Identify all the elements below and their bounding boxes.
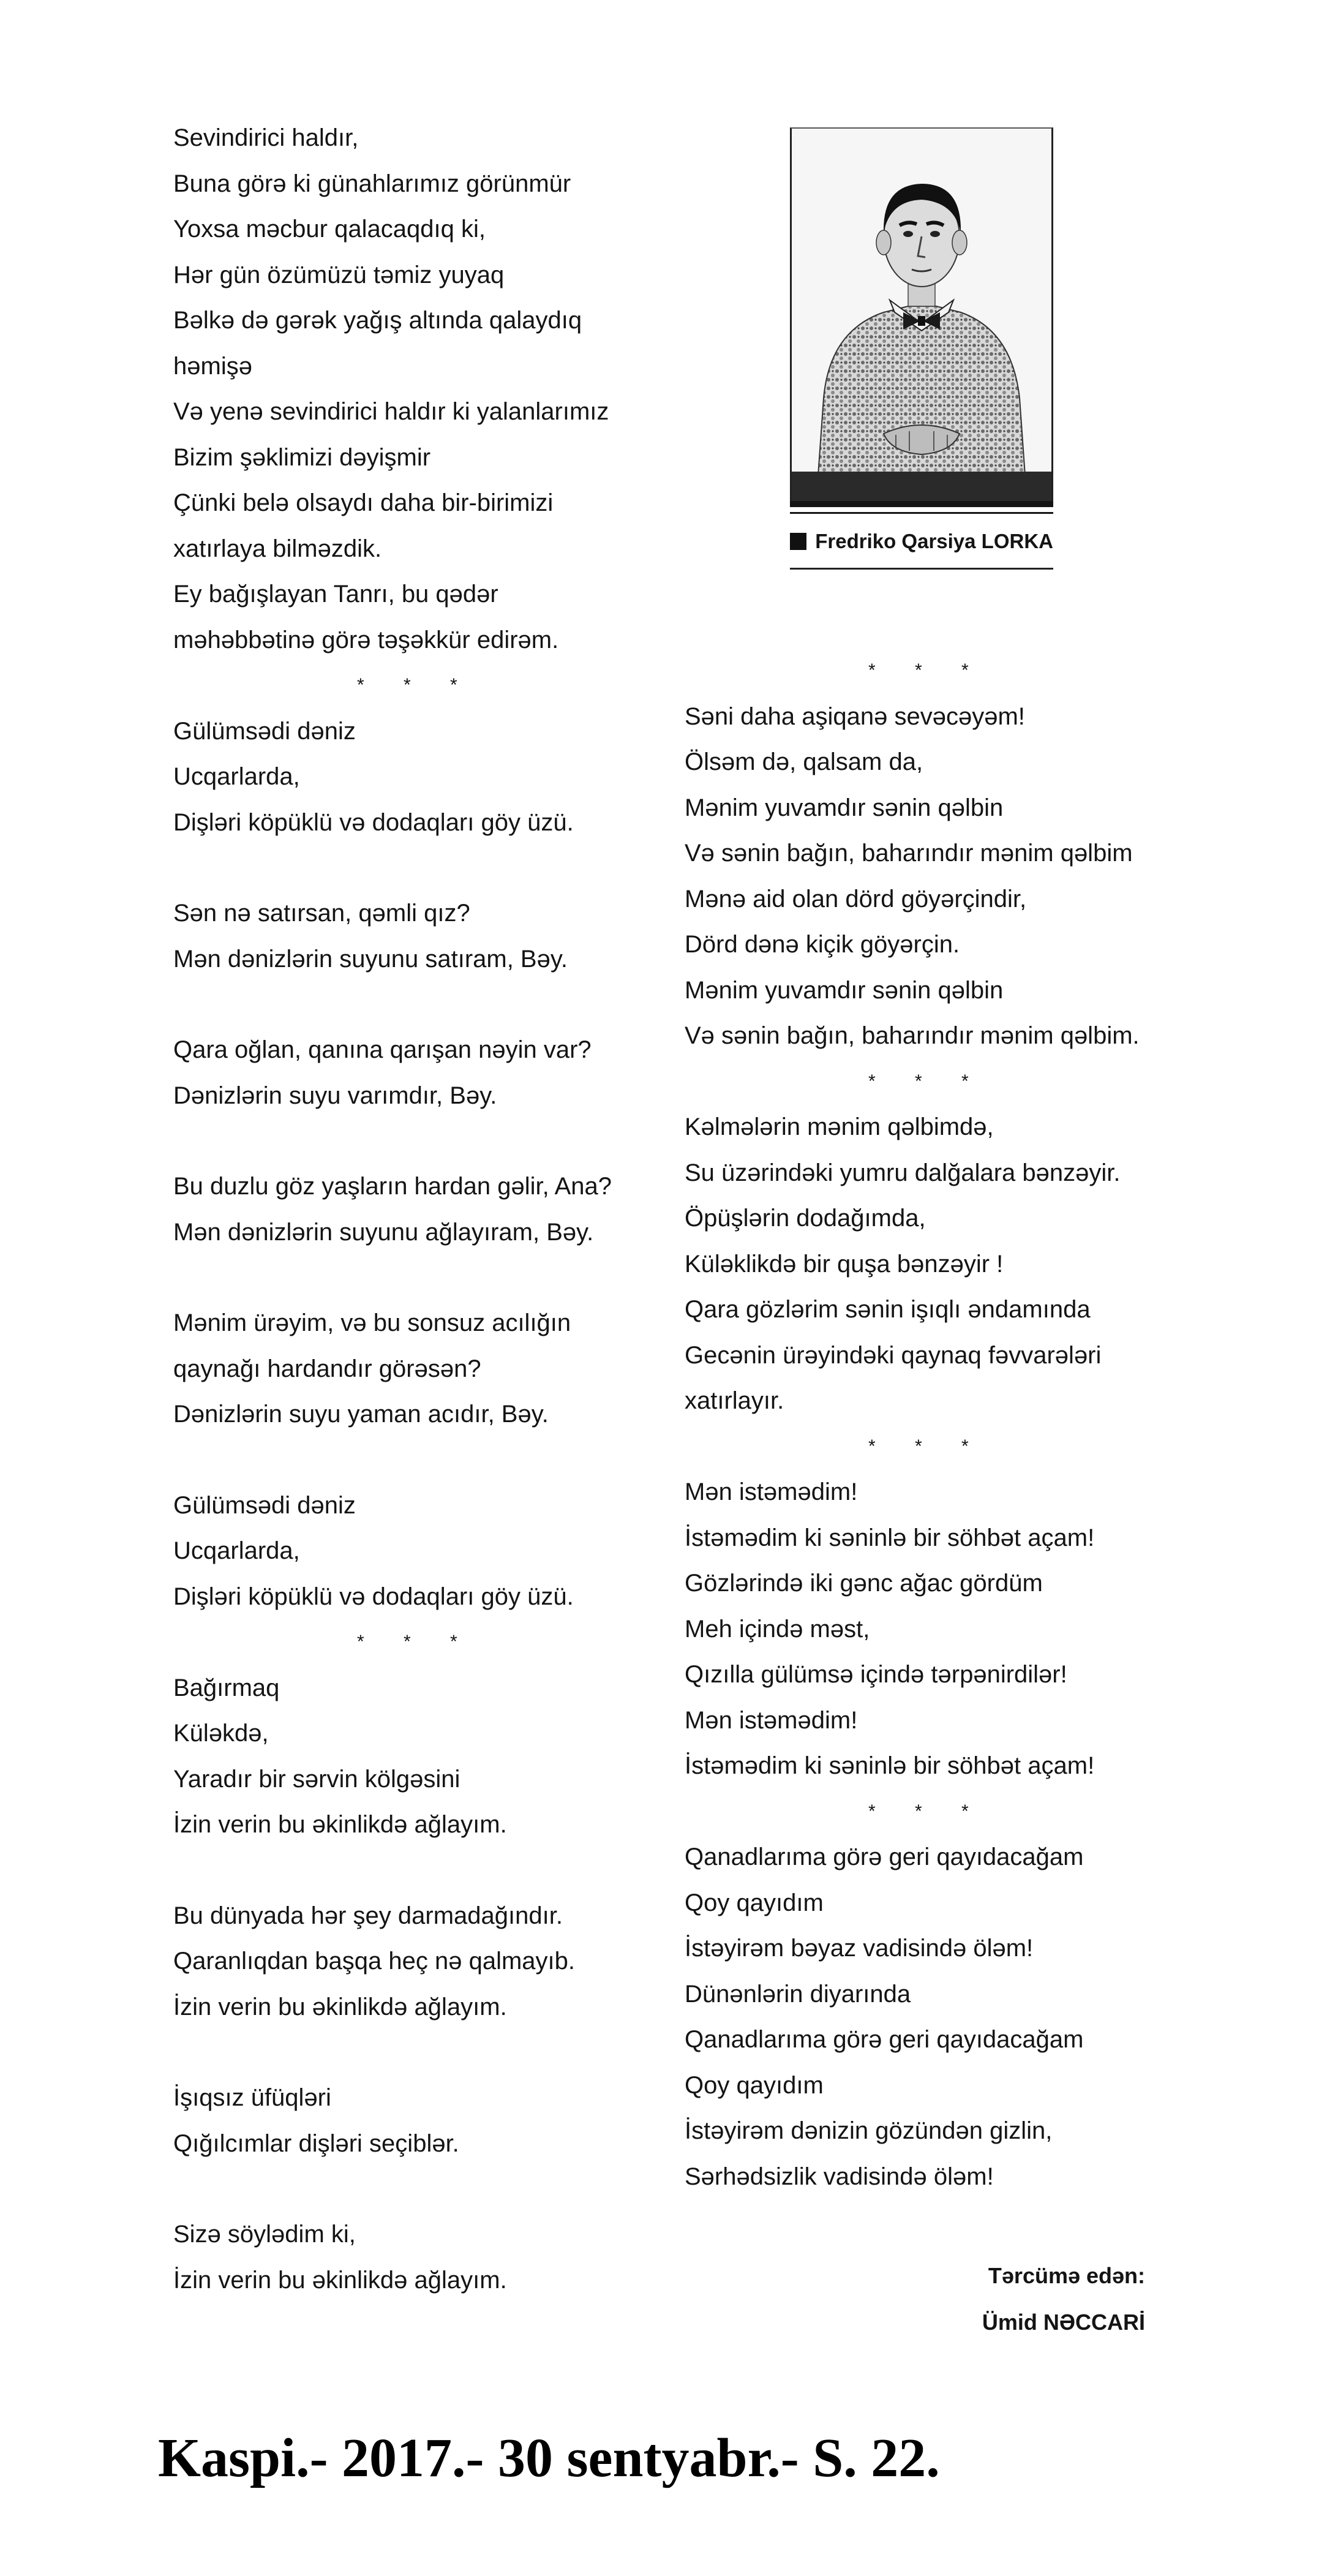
stanza	[173, 1164, 675, 1255]
stanza-gap	[173, 2030, 675, 2075]
verse-line: İstəmədim ki səninlə bir söhbət açam!	[685, 1752, 1095, 1779]
verse-line: Qaranlıqdan başqa heç nə qalmayıb.	[173, 1948, 575, 1975]
verse-line: Mən istəmədim!	[685, 1478, 858, 1505]
stanza-gap	[173, 1848, 675, 1893]
verse-line: Dənizlərin suyu varımdır, Bəy.	[173, 1082, 497, 1109]
verse-line: İzin verin bu əkinlikdə ağlayım.	[173, 1811, 507, 1838]
stanza-gap	[173, 982, 675, 1027]
verse-line: Və sənin bağın, baharındır mənim qəlbim	[685, 840, 1133, 867]
stanza	[173, 709, 675, 846]
stanza-gap	[173, 1437, 675, 1483]
verse-line: Hər gün özümüzü təmiz yuyaq	[173, 261, 505, 288]
stanza	[685, 1834, 1187, 2199]
section-separator-stars: * * *	[868, 660, 986, 680]
verse-line: Sən nə satırsan, qəmli qız?	[173, 900, 470, 927]
verse-line: qaynağı hardandır görəsən?	[173, 1355, 481, 1382]
verse-line: xatırlaya bilməzdik.	[173, 535, 382, 562]
verse-line: Qoy qayıdım	[685, 2071, 824, 2099]
verse-line: İşıqsız üfüqləri	[173, 2084, 331, 2111]
verse-line: Küləkdə,	[173, 1720, 269, 1747]
right-poem-column	[685, 648, 1187, 2199]
verse-line: Ucqarlarda,	[173, 1537, 300, 1564]
verse-line: Dünənlərin diyarında	[685, 1980, 911, 2008]
translator-credit	[982, 2253, 1145, 2346]
stanza	[173, 2075, 675, 2166]
section-separator-stars: * * *	[868, 1071, 986, 1091]
verse-line: Səni daha aşiqanə sevəcəyəm!	[685, 702, 1025, 730]
verse-line: Qoy qayıdım	[685, 1889, 824, 1916]
verse-line: Mənim yuvamdır sənin qəlbin	[685, 794, 1004, 821]
left-poem-column	[173, 115, 675, 2303]
verse-line: Kəlmələrin mənim qəlbimdə,	[685, 1113, 994, 1140]
verse-line: Bu dünyada hər şey darmadağındır.	[173, 1902, 563, 1929]
verse-line: məhəbbətinə görə təşəkkür edirəm.	[173, 626, 559, 653]
stanza	[685, 1104, 1187, 1424]
verse-line: Gülümsədi dəniz	[173, 1491, 356, 1519]
stanza-gap	[173, 845, 675, 891]
stanza	[173, 115, 675, 663]
verse-line: Yoxsa məcbur qalacaqdıq ki,	[173, 216, 486, 243]
verse-line: həmişə	[173, 352, 252, 380]
verse-line: Dişləri köpüklü və dodaqları göy üzü.	[173, 1583, 574, 1610]
section-separator-stars: * * *	[357, 675, 475, 695]
verse-line: Buna görə ki günahlarımız görünmür	[173, 170, 571, 197]
verse-line: Qara oğlan, qanına qarışan nəyin var?	[173, 1036, 592, 1063]
portrait-block	[790, 127, 1053, 570]
portrait-photo	[790, 127, 1053, 501]
source-citation: Kaspi.- 2017.- 30 sentyabr.- S. 22.	[158, 2428, 940, 2488]
verse-line: Bağırmaq	[173, 1674, 280, 1701]
verse-line: Qanadlarıma görə geri qayıdacağam	[685, 1843, 1084, 1870]
section-separator-stars: * * *	[868, 1801, 986, 1821]
stanza	[173, 891, 675, 982]
verse-line: Mən istəmədim!	[685, 1706, 858, 1734]
verse-line: Öpüşlərin dodağımda,	[685, 1205, 926, 1232]
verse-line: Yaradır bir sərvin kölgəsini	[173, 1765, 460, 1793]
verse-line: Mənə aid olan dörd göyərçindir,	[685, 885, 1027, 913]
caption-bullet-icon	[790, 533, 806, 550]
stanza	[173, 1893, 675, 2030]
verse-line: Sərhədsizlik vadisində öləm!	[685, 2163, 994, 2190]
stanza	[685, 694, 1187, 1059]
caption-underline	[790, 568, 1053, 570]
stanza	[173, 1300, 675, 1437]
verse-line: Dənizlərin suyu yaman acıdır, Bəy.	[173, 1401, 549, 1428]
verse-line: Meh içində məst,	[685, 1615, 870, 1643]
verse-line: Qığılcımlar dişləri seçiblər.	[173, 2130, 459, 2157]
verse-line: İstəmədim ki səninlə bir söhbət açam!	[685, 1524, 1095, 1551]
verse-line: Bəlkə də gərək yağış altında qalaydıq	[173, 307, 582, 334]
portrait-image	[792, 129, 1051, 501]
photo-border-rule	[790, 512, 1053, 514]
section-separator-stars: * * *	[357, 1632, 475, 1652]
verse-line: Ucqarlarda,	[173, 763, 300, 790]
stanza	[173, 1665, 675, 1848]
verse-line: Çünki belə olsaydı daha bir-birimizi	[173, 489, 554, 516]
translator-label: Tərcümə edən:	[988, 2263, 1145, 2288]
verse-line: Mənim ürəyim, və bu sonsuz acılığın	[173, 1309, 571, 1336]
verse-line: Su üzərindəki yumru dalğalara bənzəyir.	[685, 1159, 1121, 1186]
verse-line: Sizə söylədim ki,	[173, 2221, 356, 2248]
verse-line: İstəyirəm bəyaz vadisində öləm!	[685, 1935, 1034, 1962]
verse-line: Bizim şəklimizi dəyişmir	[173, 443, 431, 471]
photo-caption	[790, 530, 1053, 553]
verse-line: Ölsəm də, qalsam da,	[685, 748, 923, 775]
stanza	[173, 1027, 675, 1118]
stanza	[685, 1469, 1187, 1789]
verse-line: Dişləri köpüklü və dodaqları göy üzü.	[173, 808, 574, 836]
verse-line: Mən dənizlərin suyunu ağlayıram, Bəy.	[173, 1218, 594, 1246]
verse-line: Gözlərində iki gənc ağac gördüm	[685, 1570, 1043, 1597]
verse-line: Qara gözlərim sənin işıqlı əndamında	[685, 1296, 1091, 1323]
verse-line: İzin verin bu əkinlikdə ağlayım.	[173, 2266, 507, 2294]
translator-name: Ümid NƏCCARİ	[982, 2310, 1145, 2335]
verse-line: İzin verin bu əkinlikdə ağlayım.	[173, 1993, 507, 2021]
verse-line: İstəyirəm dənizin gözündən gizlin,	[685, 2117, 1053, 2144]
photo-caption-text: Fredriko Qarsiya LORKA	[815, 530, 1053, 552]
verse-line: Ey bağışlayan Tanrı, bu qədər	[173, 581, 498, 608]
verse-line: Gecənin ürəyindəki qaynaq fəvvarələri	[685, 1341, 1102, 1369]
stanza	[173, 1483, 675, 1620]
verse-line: xatırlayır.	[685, 1387, 784, 1414]
stanza	[173, 2212, 675, 2303]
verse-line: Mən dənizlərin suyunu satıram, Bəy.	[173, 945, 568, 973]
verse-line: Qızılla gülümsə içində tərpənirdilər!	[685, 1661, 1067, 1688]
photo-border-rule	[790, 501, 1053, 507]
verse-line: Gülümsədi dəniz	[173, 717, 356, 745]
verse-line: Küləklikdə bir quşa bənzəyir !	[685, 1250, 1004, 1278]
verse-line: Bu duzlu göz yaşların hardan gəlir, Ana?	[173, 1173, 612, 1200]
stanza-gap	[173, 2166, 675, 2212]
section-separator-stars: * * *	[868, 1436, 986, 1456]
verse-line: Sevindirici haldır,	[173, 124, 359, 151]
verse-line: Mənim yuvamdır sənin qəlbin	[685, 976, 1004, 1004]
verse-line: Qanadlarıma görə geri qayıdacağam	[685, 2026, 1084, 2053]
stanza-gap	[173, 1255, 675, 1300]
verse-line: Dörd dənə kiçik göyərçin.	[685, 931, 960, 958]
stanza-gap	[173, 1118, 675, 1164]
verse-line: Və yenə sevindirici haldır ki yalanlarımız	[173, 398, 609, 425]
verse-line: Və sənin bağın, baharındır mənim qəlbim.	[685, 1022, 1140, 1049]
